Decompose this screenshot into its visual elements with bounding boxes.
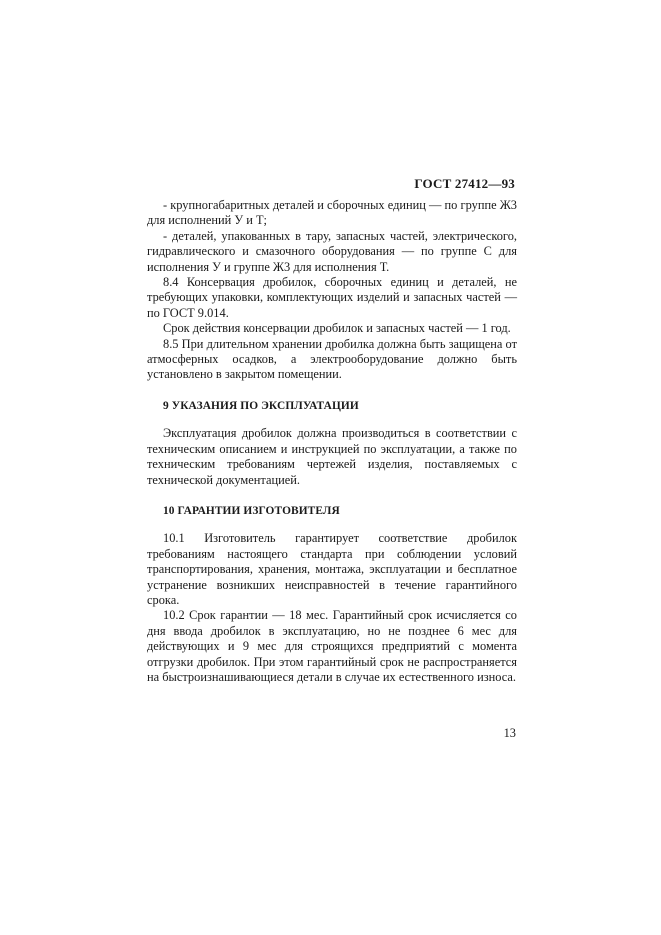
- paragraph-8-5: 8.5 При длительном хранении дробилка должна быть защищена от атмосферных осадков, а электрооборудование должно быть установлено в закрытом помещении.: [147, 336, 517, 382]
- paragraph-packed-parts: - деталей, упакованных в тару, запасных частей, электрического, гидравлического и смазочного оборудования — по группе С для исполнения У и группе Ж3 для исполнения Т.: [147, 228, 517, 274]
- paragraph-operation: Эксплуатация дробилок должна производиться в соответствии с техническим описанием и инструкцией по эксплуатации, а также по техническим требованиям чертежей изделия, поставляемых с технической документацией.: [147, 426, 517, 487]
- section-10-title: 10 ГАРАНТИИ ИЗГОТОВИТЕЛЯ: [163, 504, 340, 517]
- document-body: [147, 198, 517, 685]
- page-number: 13: [503, 726, 516, 740]
- paragraph-10-2: 10.2 Срок гарантии — 18 мес. Гарантийный срок исчисляется со дня ввода дробилок в эксплуатацию, но не позднее 6 мес для действующих и 9 мес для строящихся предприятий с момента отгрузки дробилок. При этом гарантийный срок не распространяется на быстроизнашивающиеся детали в случае их естественного износа.: [147, 608, 517, 684]
- paragraph-10-1: 10.1 Изготовитель гарантирует соответствие дробилок требованиям настоящего стандарта при соблюдении условий транспортирования, хранения, монтажа, эксплуатации и бесплатное устранение возникших неисправностей в течение гарантийного срока.: [147, 531, 517, 607]
- paragraph-preservation-term: Срок действия консервации дробилок и запасных частей — 1 год.: [163, 321, 511, 336]
- paragraph-8-4: 8.4 Консервация дробилок, сборочных единиц и деталей, не требующих упаковки, комплектующих изделий и запасных частей — по ГОСТ 9.014.: [147, 275, 517, 320]
- section-9-title: 9 УКАЗАНИЯ ПО ЭКСПЛУАТАЦИИ: [163, 399, 359, 412]
- document-header: ГОСТ 27412—93: [414, 176, 515, 191]
- paragraph-large-parts: - крупногабаритных деталей и сборочных единиц — по группе Ж3 для исполнений У и Т;: [147, 198, 517, 228]
